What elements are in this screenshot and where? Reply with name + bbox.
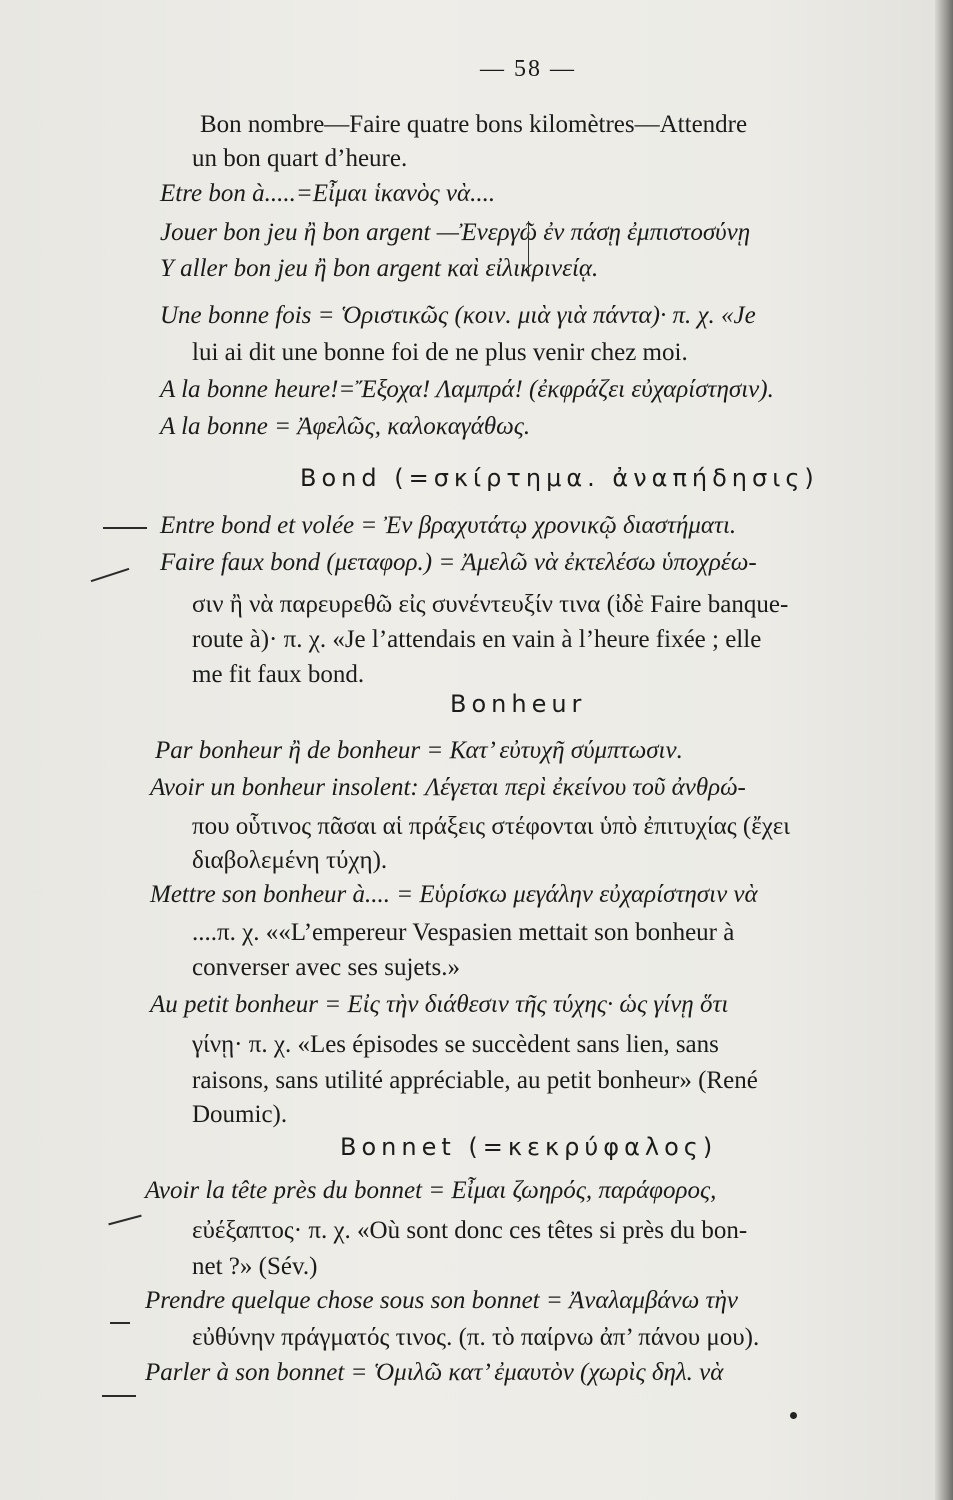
text-line: route à)· π. χ. «Je l’attendais en vain à l’heure fixée ; elle (192, 626, 762, 653)
text-line: εὐθύνην πράγματός τινος. (π. τὸ παίρνω ἀπ’ πάνου μου). (192, 1324, 760, 1351)
text-line: Jouer bon jeu ἢ bon argent —Ἐνεργῶ ἐν πάσῃ ἐμπιστοσύνῃ (160, 219, 751, 246)
margin-mark (103, 527, 147, 529)
text-line: ....π. χ. ««L’empereur Vespasien mettait son bonheur à (192, 919, 735, 946)
section-heading-bonnet: Bonnet (=κεκρύφαλος) (340, 1133, 718, 1161)
margin-mark (110, 1322, 130, 1324)
text-line: converser avec ses sujets.» (192, 954, 460, 981)
text-line: Bon nombre—Faire quatre bons kilomètres—Attendre (200, 111, 748, 138)
text-line: Entre bond et volée = Ἐν βραχυτάτῳ χρονικῷ διαστήματι. (160, 512, 737, 539)
text-line: Faire faux bond (μεταφορ.) = Ἀμελῶ νὰ ἐκτελέσω ὑποχρέω- (160, 549, 757, 576)
text-line: Doumic). (192, 1101, 288, 1128)
ink-dot (790, 1412, 797, 1419)
margin-mark (108, 1215, 141, 1226)
text-line: διαβολεμένη τύχη). (192, 847, 388, 874)
text-line: Avoir un bonheur insolent: Λέγεται περὶ ἐκείνου τοῦ ἀνθρώ- (150, 774, 746, 801)
margin-mark (102, 1395, 136, 1397)
text-line: Par bonheur ἢ de bonheur = Κατ’ εὐτυχῆ σύμπτωσιν. (155, 737, 683, 764)
section-heading-bonheur: Bonheur (450, 690, 587, 718)
text-line: Au petit bonheur = Εἰς τὴν διάθεσιν τῆς τύχης· ὡς γίνῃ ὅτι (150, 991, 729, 1018)
text-line: Une bonne fois = Ὁριστικῶς (κοιν. μιὰ γιὰ πάντα)· π. χ. «Je (160, 302, 756, 329)
text-line: που οὗτινος πᾶσαι αἱ πράξεις στέφονται ὑπὸ ἐπιτυχίας (ἔχει (192, 813, 791, 840)
text-line: me fit faux bond. (192, 661, 365, 688)
text-line: Etre bon à.....=Εἶμαι ἱκανὸς νὰ.... (160, 180, 496, 207)
text-line: γίνῃ· π. χ. «Les épisodes se succèdent sans lien, sans (192, 1031, 719, 1058)
text-line: Prendre quelque chose sous son bonnet = Ἀναλαμβάνω τὴν (145, 1287, 738, 1314)
text-line: Mettre son bonheur à.... = Εὑρίσκω μεγάλην εὐχαρίστησιν νὰ (150, 881, 758, 908)
page-edge-shadow (935, 0, 953, 1500)
text-line: raisons, sans utilité appréciable, au petit bonheur» (René (192, 1067, 758, 1094)
text-line: net ?» (Sév.) (192, 1253, 318, 1280)
margin-mark (91, 568, 130, 582)
text-line: Avoir la tête près du bonnet = Εἶμαι ζωηρός, παράφορος, (145, 1177, 717, 1204)
text-line: lui ai dit une bonne foi de ne plus venir chez moi. (192, 339, 688, 366)
text-line: A la bonne heure!=Ἔξοχα! Λαμπρά! (ἐκφράζει εὐχαρίστησιν). (160, 376, 774, 403)
text-line: un bon quart d’heure. (192, 145, 408, 172)
page-number: — 58 — (480, 56, 576, 82)
text-line: σιν ἢ νὰ παρευρεθῶ εἰς συνέντευξίν τινα (ἰδὲ Faire banque- (192, 591, 789, 618)
bracket-mark (528, 221, 539, 273)
text-line: εὐέξαπτος· π. χ. «Où sont donc ces têtes si près du bon- (192, 1217, 748, 1244)
text-line: Parler à son bonnet = Ὁμιλῶ κατ’ ἐμαυτὸν (χωρὶς δηλ. νὰ (145, 1359, 724, 1386)
text-line: Y aller bon jeu ἢ bon argent καὶ εἰλικρινείᾳ. (160, 255, 599, 282)
text-line: A la bonne = Ἀφελῶς, καλοκαγάθως. (160, 413, 531, 440)
section-heading-bond: Bond (=σκίρτημα. ἀναπήδησις) (300, 464, 819, 492)
